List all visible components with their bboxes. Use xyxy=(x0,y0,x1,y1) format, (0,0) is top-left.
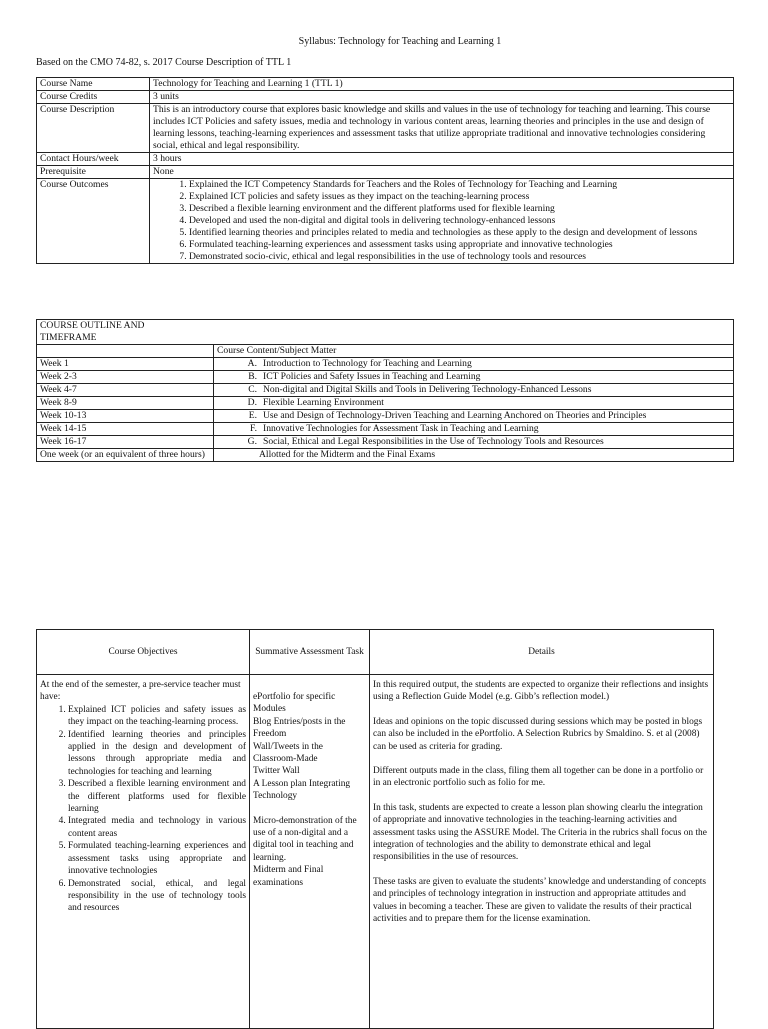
contact-hours-value: 3 hours xyxy=(150,153,734,166)
list-item: 4. Integrated media and technology in various content areas xyxy=(68,815,246,840)
table-row xyxy=(37,320,734,345)
table-row xyxy=(37,436,734,449)
list-item: 2. Identified learning theories and principles applied in the design and development of lessons through appropriate media and technologies for teaching and learning xyxy=(68,729,246,779)
topic-cell xyxy=(214,410,734,423)
table-row xyxy=(37,179,734,264)
details-cell xyxy=(370,675,714,1029)
list-item: 3. Described a flexible learning environment and the different platforms used for flexible learning xyxy=(68,778,246,815)
content-header: Course Content/Subject Matter xyxy=(214,345,734,358)
table-row xyxy=(37,91,734,104)
course-outcomes-label: Course Outcomes xyxy=(37,179,150,264)
topic-letter: G. xyxy=(247,436,257,447)
table-row xyxy=(37,410,734,423)
list-item: 6. Demonstrated social, ethical, and legal responsibility in the use of technology tools and resources xyxy=(68,878,246,915)
table-row xyxy=(37,153,734,166)
table-row xyxy=(37,675,714,1029)
topic-letter: D. xyxy=(247,397,257,408)
outline-title xyxy=(37,320,734,345)
table-row xyxy=(37,371,734,384)
week-cell: Week 16-17 xyxy=(37,436,214,449)
table-row xyxy=(37,78,734,91)
topic-letter: F. xyxy=(250,423,257,434)
course-description-value: This is an introductory course that explores basic knowledge and skills and values in the use of technology for teaching and learning. This course includes ICT Policies and safety issues, media and technology in various content areas, learning theories and principles in the use and design of learning lessons, teaching-learning experiences and assessment tasks that utilize appropriate traditional and innovative technologies considering social, ethical and legal responsibility. xyxy=(150,104,734,153)
topic-text: Flexible Learning Environment xyxy=(263,397,384,408)
assessment-task: Blog Entries/posts in the Freedom xyxy=(253,716,346,740)
topic-text: ICT Policies and Safety Issues in Teaching and Learning xyxy=(263,371,481,382)
week-header xyxy=(37,345,214,358)
topic-letter: C. xyxy=(248,384,257,395)
objectives-intro: At the end of the semester, a pre-service teacher must have: xyxy=(40,680,241,703)
topic-cell xyxy=(214,371,734,384)
topic-cell xyxy=(214,423,734,436)
assessment-task: Micro-demonstration of the use of a non-digital and a digital tool in teaching and learning. xyxy=(253,815,357,863)
objectives-header: Course Objectives xyxy=(37,630,250,675)
details-paragraph: In this required output, the students are expected to organize their reflections and insights using a Reflection Guide Model (e.g. Gibb’s reflection model.) xyxy=(373,680,709,703)
topic-text: Innovative Technologies for Assessment Task in Teaching and Learning xyxy=(263,423,539,434)
assessment-header: Summative Assessment Task xyxy=(250,630,370,675)
table-row xyxy=(37,397,734,410)
prerequisite-value: None xyxy=(150,166,734,179)
details-paragraph: Different outputs made in the class, filing them all together can be done in a portfolio or in an electronic portfolio such as folio for me. xyxy=(373,766,704,789)
table-header-row xyxy=(37,630,714,675)
course-name-value: Technology for Teaching and Learning 1 (TTL 1) xyxy=(150,78,734,91)
course-name-label: Course Name xyxy=(37,78,150,91)
based-on-note: Based on the CMO 74-82, s. 2017 Course Description of TTL 1 xyxy=(36,57,292,68)
assessment-task: ePortfolio for specific Modules xyxy=(253,692,336,715)
topic-cell xyxy=(214,397,734,410)
course-description-label: Course Description xyxy=(37,104,150,153)
table-row xyxy=(37,358,734,371)
topic-cell xyxy=(214,384,734,397)
topic-cell xyxy=(214,436,734,449)
course-info-table xyxy=(36,77,734,264)
course-outcomes-value xyxy=(150,179,734,264)
course-outline-table xyxy=(36,319,734,462)
topic-letter: A. xyxy=(247,358,257,369)
course-credits-value: 3 units xyxy=(150,91,734,104)
topic-cell xyxy=(214,358,734,371)
topic-letter: E. xyxy=(248,410,257,421)
contact-hours-label: Contact Hours/week xyxy=(37,153,150,166)
week-cell: Week 14-15 xyxy=(37,423,214,436)
assessment-cell xyxy=(250,675,370,1029)
list-item: 1. Explained ICT policies and safety issues as they impact on the teaching-learning process. xyxy=(68,704,246,729)
list-item: 4. Developed and used the non-digital and digital tools in delivering technology-enhanced lessons xyxy=(189,215,730,227)
assessment-task: Wall/Tweets in the Classroom-Made xyxy=(253,741,323,765)
week-cell: Week 8-9 xyxy=(37,397,214,410)
week-cell: Week 1 xyxy=(37,358,214,371)
details-paragraph: Ideas and opinions on the topic discussed during sessions which may be posted in blogs can also be included in the ePortfolio. A Selection Rubrics by Smaldino. S. et al (2008) can be used as criteria for grading. xyxy=(373,716,703,752)
allotted-text: Allotted for the Midterm and the Final Exams xyxy=(259,449,436,460)
details-paragraph: In this task, students are expected to create a lesson plan showing clearlu the integration of appropriate and innovative technologies in the teaching-learning activities and assessment tasks using the ASSURE Model. The Criteria in the rubrics shall focus on the integration of technologies and the ability to demonstrate ethical and legal responsibilities in the use of resources. xyxy=(373,802,707,863)
week-cell: One week (or an equivalent of three hours) xyxy=(37,449,214,462)
topic-text: Social, Ethical and Legal Responsibilities in the Use of Technology Tools and Resources xyxy=(263,436,604,447)
details-paragraph: These tasks are given to evaluate the students’ knowledge and understanding of concepts and principles of technology integration in instruction and appropriate attitudes and values in becoming a teacher. These are given to validate the results of their practical activities and to prepare them for the license examination. xyxy=(373,876,707,925)
table-row xyxy=(37,166,734,179)
topic-text: Use and Design of Technology-Driven Teaching and Learning Anchored on Theories and Principles xyxy=(263,410,647,421)
list-item: 1. Explained the ICT Competency Standards for Teachers and the Roles of Technology for Teaching and Learning xyxy=(189,179,730,191)
topic-text: Non-digital and Digital Skills and Tools in Delivering Technology-Enhanced Lessons xyxy=(263,384,592,395)
week-cell: Week 10-13 xyxy=(37,410,214,423)
table-row xyxy=(37,423,734,436)
list-item: 3. Described a flexible learning environment and the different platforms used for flexible learning xyxy=(189,203,730,215)
list-item: 5. Identified learning theories and principles related to media and technologies as these apply to the design and development of lessons xyxy=(189,227,730,239)
table-row xyxy=(37,384,734,397)
details-header: Details xyxy=(370,630,714,675)
week-cell: Week 2-3 xyxy=(37,371,214,384)
objectives-cell xyxy=(37,675,250,1029)
course-credits-label: Course Credits xyxy=(37,91,150,104)
outline-title-text: COURSE OUTLINE AND TIMEFRAME xyxy=(40,320,145,343)
objectives-assessment-table xyxy=(36,629,714,1029)
topic-letter: B. xyxy=(248,371,257,382)
topic-text: Introduction to Technology for Teaching and Learning xyxy=(263,358,472,369)
table-row xyxy=(37,104,734,153)
table-row xyxy=(37,345,734,358)
list-item: 6. Formulated teaching-learning experiences and assessment tasks using appropriate and innovative technologies xyxy=(189,239,730,251)
table-row xyxy=(37,449,734,462)
page-title: Syllabus: Technology for Teaching and Learning 1 xyxy=(298,36,502,47)
assessment-task: Midterm and Final examinations xyxy=(253,865,324,888)
objectives-list xyxy=(40,704,246,915)
list-item: 2. Explained ICT policies and safety issues as they impact on the teaching-learning process xyxy=(189,191,730,203)
course-outcomes-list xyxy=(153,179,730,263)
assessment-task: Twitter Wall xyxy=(253,766,300,777)
assessment-task: A Lesson plan Integrating Technology xyxy=(253,778,351,802)
topic-cell xyxy=(214,449,734,462)
prerequisite-label: Prerequisite xyxy=(37,166,150,179)
list-item: 7. Demonstrated socio-civic, ethical and legal responsibilities in the use of technology tools and resources xyxy=(189,251,730,263)
list-item: 5. Formulated teaching-learning experiences and assessment tasks using appropriate and innovative technologies xyxy=(68,840,246,877)
week-cell: Week 4-7 xyxy=(37,384,214,397)
